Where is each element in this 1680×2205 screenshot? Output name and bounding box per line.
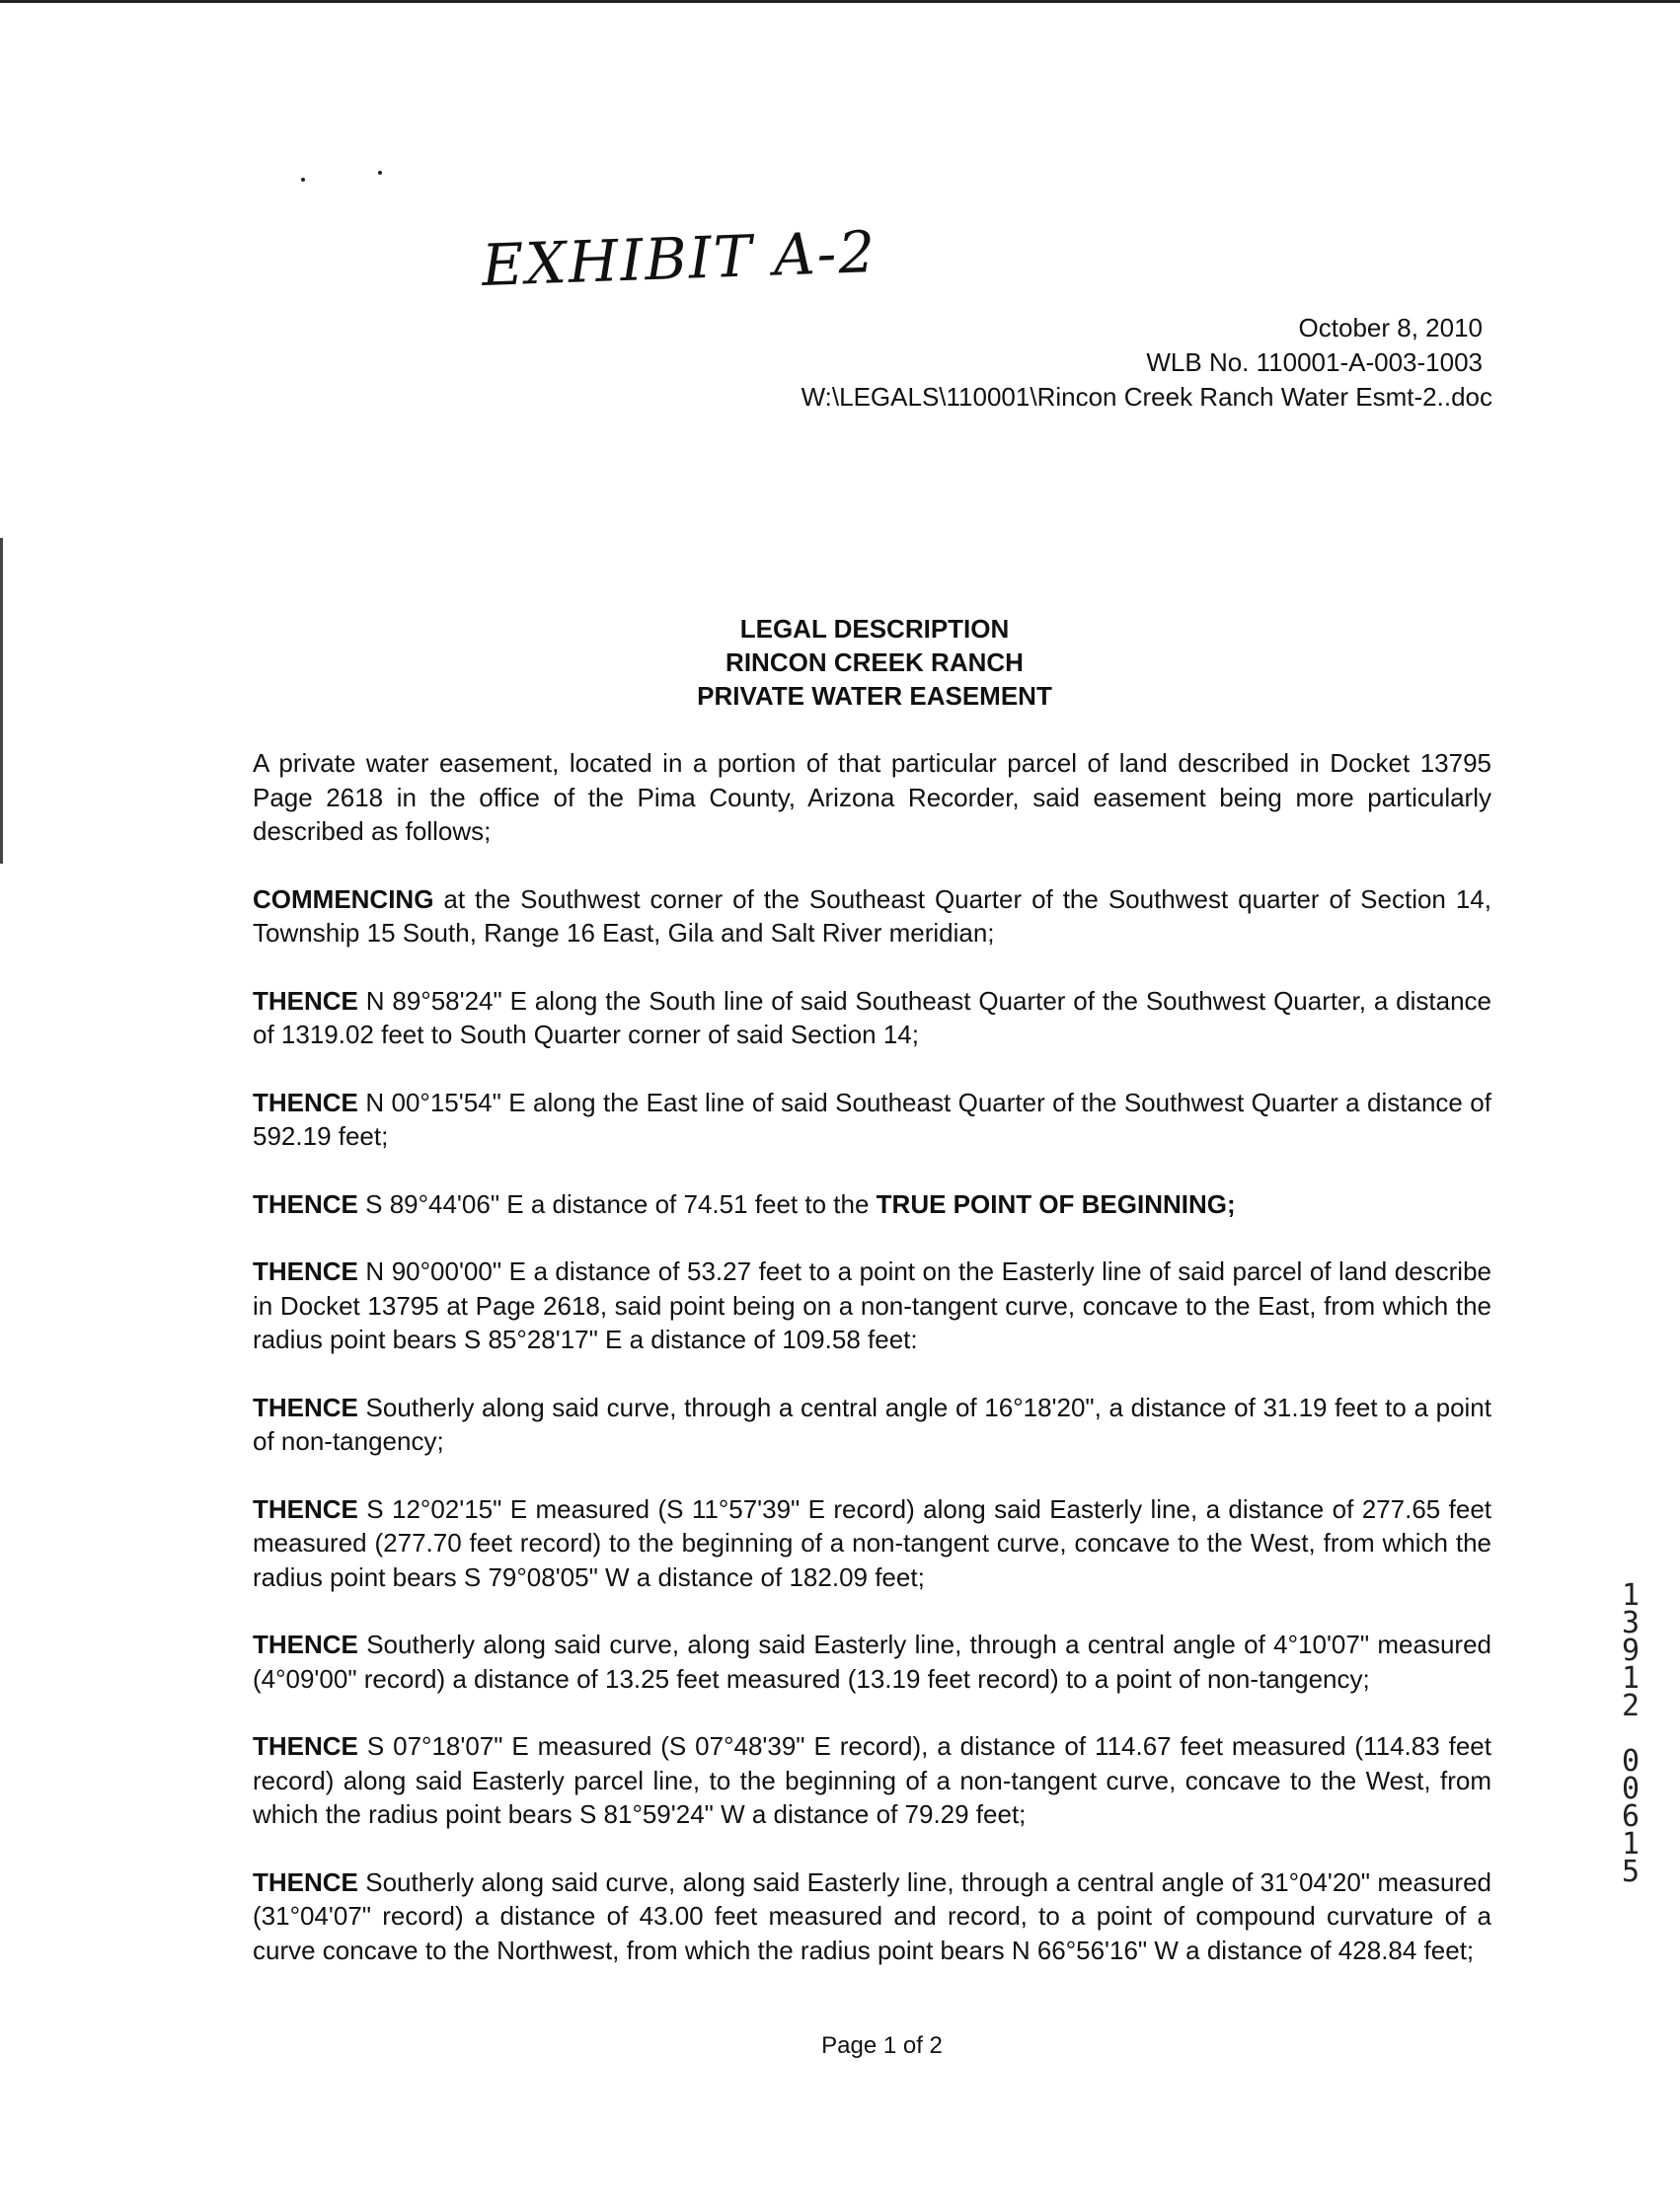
legal-description-body [253,746,1491,2001]
course-paragraph [253,984,1491,1052]
course-paragraph [253,1086,1491,1154]
paragraph-text: S 07°18'07" E measured (S 07°48'39" E record), a distance of 114.67 feet measured (114.83 feet record) along said Easterly parcel line, to the beginning of a non-tangent curve, concave to the West, from which the radius point bears S 81°59'24" W a distance of 79.29 feet; [253,1731,1491,1829]
paragraph-text: N 00°15'54" E along the East line of said Southeast Quarter of the Southwest Quarter a distance of 592.19 feet; [253,1087,1491,1151]
title-legal-description: LEGAL DESCRIPTION [739,614,1010,644]
paragraph-text: Southerly along said curve, along said Easterly line, through a central angle of 31°04'20" measured (31°04'07" record) a distance of 43.00 feet measured and record, to a point of compound curvature of a curve concave to the Northwest, from which the radius point bears N 66°56'16" W a distance of 428.84 feet; [253,1866,1491,1965]
paragraph-text: S 89°44'06" E a distance of 74.51 feet to the [357,1188,877,1219]
paragraph-keyword: THENCE [253,1493,358,1524]
course-paragraph [253,1865,1491,1968]
commencing-paragraph [253,882,1491,950]
scan-speck [378,171,382,175]
paragraph-text: Southerly along said curve, along said Easterly line, through a central angle of 4°10'07" measured (4°09'00" record) a distance of 13.25 feet measured (13.19 feet record) to a point of non-tangency; [253,1630,1491,1694]
stamp-digit: 0 [1621,1744,1641,1779]
paragraph-keyword: COMMENCING [253,883,434,914]
recorder-margin-stamp [1611,1578,1650,1889]
header-file-path: W:\LEGALS\110001\Rincon Creek Ranch Water Esmt-2..doc [801,382,1492,412]
stamp-digit: 2 [1621,1689,1641,1723]
stamp-digit: 0 [1621,1772,1641,1806]
paragraph-keyword: THENCE [253,1392,358,1422]
paragraph-keyword: THENCE [253,1866,358,1897]
scan-border-top [0,0,1680,3]
paragraph-text: S 12°02'15" E measured (S 11°57'39" E record) along said Easterly line, a distance of 277.65 feet measured (277.70 feet record) to the beginning of a non-tangent curve, concave to the West, from which the radius point bears S 79°08'05" W a distance of 182.09 feet; [253,1493,1491,1592]
stamp-digit: 5 [1621,1855,1641,1889]
title-rincon-creek-ranch: RINCON CREEK RANCH [725,647,1024,677]
stamp-digit: 1 [1621,1827,1641,1862]
stamp-digit: 1 [1621,1578,1641,1613]
course-paragraph [253,1628,1491,1696]
stamp-digit: 3 [1621,1606,1641,1640]
paragraph-text: at the Southwest corner of the Southeast Quarter of the Southwest quarter of Section 14, Township 15 South, Range 16 East, Gila and Salt River meridian; [253,883,1491,948]
stamp-digit: 9 [1621,1634,1641,1668]
course-paragraph [253,1255,1491,1357]
document-titles [0,612,1680,713]
stamp-digit: 1 [1621,1661,1641,1696]
paragraph-keyword: THENCE [253,1188,358,1219]
paragraph-keyword: THENCE [253,985,358,1016]
stamp-digit: 6 [1621,1799,1641,1834]
paragraph-keyword: THENCE [253,1731,358,1761]
course-paragraph [253,1391,1491,1459]
paragraph-keyword: THENCE [253,1630,358,1659]
paragraph-text: N 89°58'24" E along the South line of said Southeast Quarter of the Southwest Quarter, a distance of 1319.02 feet to South Quarter corner of said Section 14; [253,985,1491,1049]
header-date: October 8, 2010 [1298,313,1483,342]
paragraph-text: Southerly along said curve, through a central angle of 16°18'20", a distance of 31.19 feet to a point of non-tangency; [253,1392,1491,1456]
paragraph-text: N 90°00'00" E a distance of 53.27 feet to a point on the Easterly line of said parcel of land describe in Docket 13795 at Page 2618, said point being on a non-tangent curve, concave to the East, from which the radius point bears S 85°28'17" E a distance of 109.58 feet: [253,1256,1491,1354]
document-header [801,311,1492,415]
course-paragraph [253,1729,1491,1832]
header-wlb-number: WLB No. 110001-A-003-1003 [1146,347,1483,377]
handwritten-exhibit-label: EXHIBIT A-2 [480,218,878,299]
paragraph-keyword: THENCE [253,1087,358,1117]
page-number: Page 1 of 2 [821,2032,943,2059]
paragraph-text: A private water easement, located in a portion of that particular parcel of land described in Docket 13795 Page 2618 in the office of the Pima County, Arizona Recorder, said easement being more particularly described as follows; [253,748,1491,846]
title-private-water-easement: PRIVATE WATER EASEMENT [697,681,1052,711]
true-point-of-beginning: TRUE POINT OF BEGINNING; [876,1188,1236,1219]
paragraph-keyword: THENCE [253,1256,358,1286]
course-paragraph [253,1492,1491,1595]
intro-paragraph [253,746,1491,849]
course-paragraph [253,1187,1491,1222]
scan-speck [301,178,305,182]
